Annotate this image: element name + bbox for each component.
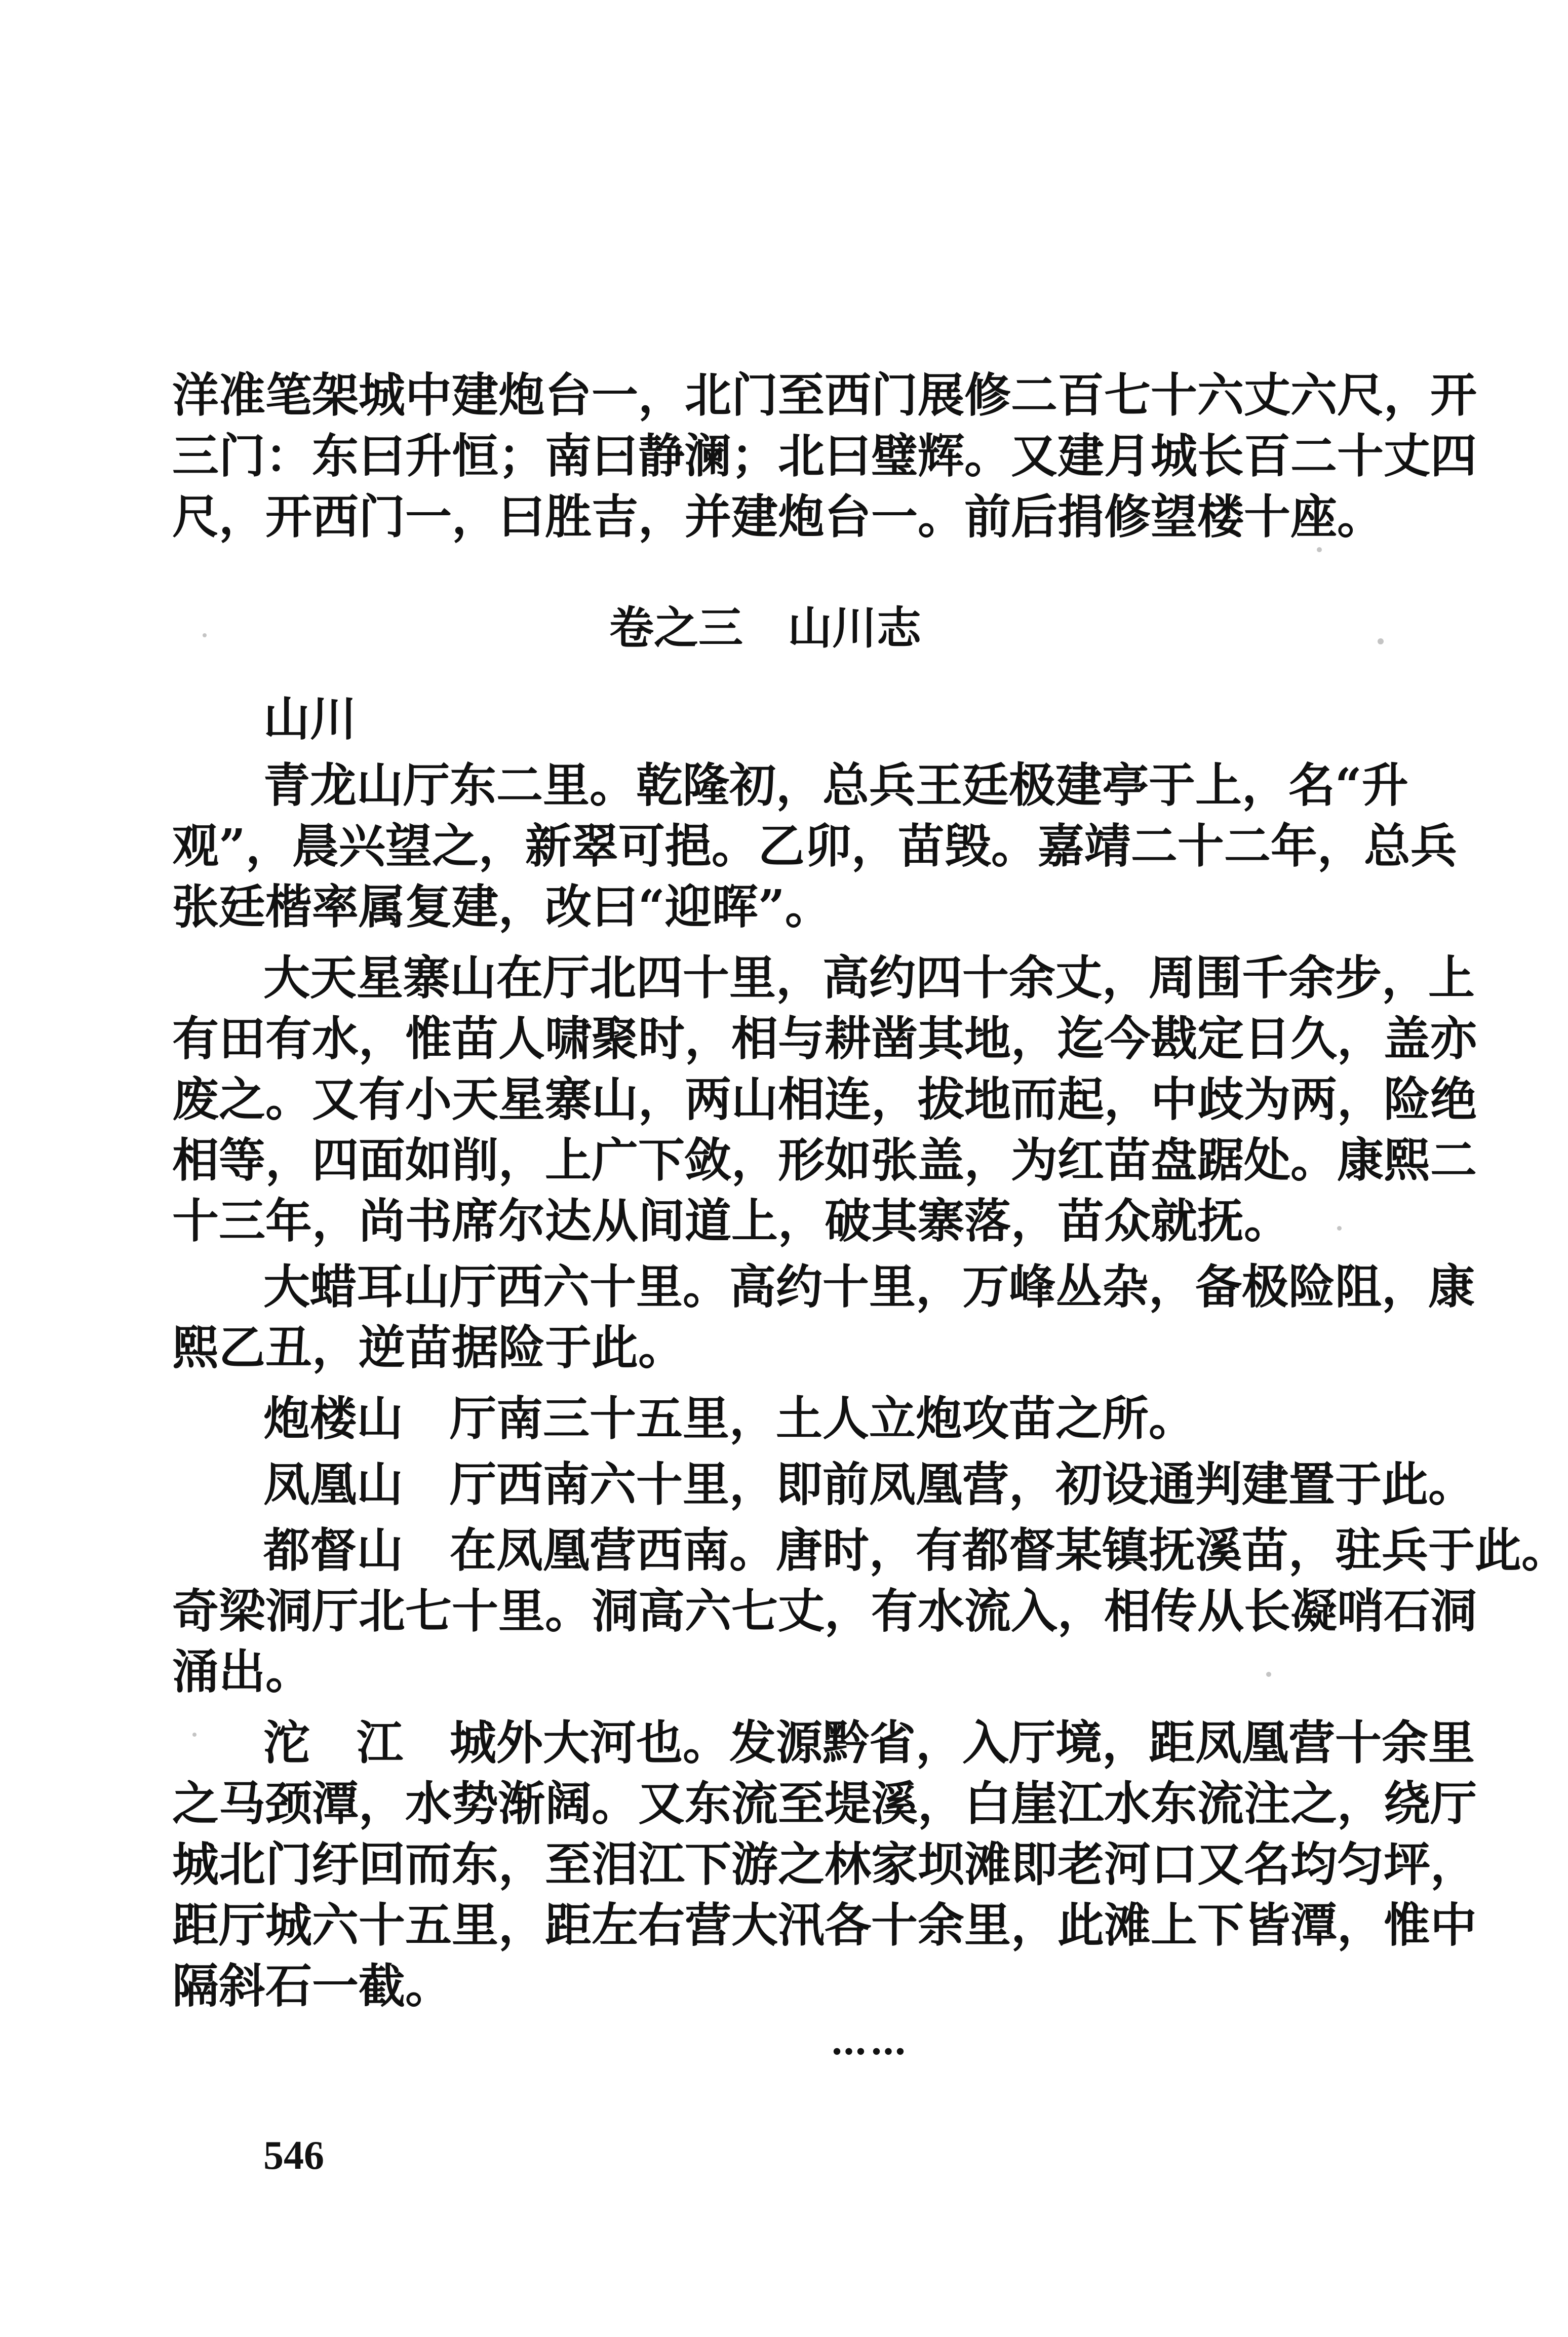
continuation-ellipsis: ……	[831, 2020, 910, 2063]
datianxing-line-5: 十三年，尚书席尔达从间道上，破其寨落，苗众就抚。	[172, 1194, 1291, 1248]
tuojiang-line-1: 沱 江 城外大河也。发源黔省，入厅境，距凤凰营十余里	[263, 1715, 1475, 1770]
intro-line-3: 尺，开西门一，曰胜吉，并建炮台一。前后捐修望楼十座。	[172, 489, 1384, 544]
scan-speck	[192, 1733, 197, 1737]
scan-speck	[1266, 1672, 1271, 1677]
datianxing-line-2: 有田有水，惟苗人啸聚时，相与耕凿其地，迄今戡定日久，盖亦	[172, 1011, 1477, 1066]
scan-speck	[1317, 547, 1322, 552]
section-heading: 山川	[263, 692, 357, 746]
datianxing-line-4: 相等，四面如削，上广下敛，形如张盖，为红苗盘踞处。康熙二	[172, 1133, 1477, 1187]
fenghuang-line-1: 凤凰山 厅西南六十里，即前凤凰营，初设通判建置于此。	[263, 1457, 1475, 1512]
paolou-line-1: 炮楼山 厅南三十五里，土人立炮攻苗之所。	[263, 1391, 1196, 1446]
intro-line-1: 洋准笔架城中建炮台一，北门至西门展修二百七十六丈六尺，开	[172, 368, 1477, 423]
qiliang-line-1: 奇梁洞厅北七十里。洞高六七丈，有水流入，相传从长凝哨石洞	[172, 1584, 1477, 1638]
scan-speck	[1378, 638, 1384, 644]
page-number: 546	[263, 2133, 324, 2178]
qinglong-line-3: 张廷楷率属复建，改曰“迎晖”。	[172, 879, 832, 934]
qinglong-line-2: 观”，晨兴望之，新翠可挹。乙卯，苗毁。嘉靖二十二年，总兵	[172, 819, 1457, 873]
tuojiang-line-5: 隔斜石一截。	[172, 1959, 452, 2013]
intro-line-2: 三门：东曰升恒；南曰静澜；北曰璧辉。又建月城长百二十丈四	[172, 429, 1477, 483]
dalaer-line-1: 大蜡耳山厅西六十里。高约十里，万峰丛杂，备极险阻，康	[263, 1259, 1475, 1314]
tuojiang-line-2: 之马颈潭，水势渐阔。又东流至堤溪，白崖江水东流注之，绕厅	[172, 1776, 1477, 1831]
qiliang-line-2: 涌出。	[172, 1644, 312, 1699]
tuojiang-line-3: 城北门纡回而东，至泪江下游之林家坝滩即老河口又名均匀坪，	[172, 1837, 1477, 1892]
scan-speck	[1337, 1226, 1342, 1231]
dalaer-line-2: 熙乙丑，逆苗据险于此。	[172, 1320, 685, 1375]
datianxing-line-1: 大天星寨山在厅北四十里，高约四十余丈，周围千余步，上	[263, 950, 1475, 1005]
scan-speck	[203, 633, 207, 637]
dudu-line-1: 都督山 在凤凰营西南。唐时，有都督某镇抚溪苗，驻兵于此。	[263, 1523, 1568, 1578]
datianxing-line-3: 废之。又有小天星寨山，两山相连，拔地而起，中歧为两，险绝	[172, 1072, 1477, 1127]
volume-title: 卷之三 山川志	[609, 602, 921, 654]
qinglong-line-1: 青龙山厅东二里。乾隆初，总兵王廷极建亭于上，名“升	[263, 758, 1408, 813]
tuojiang-line-4: 距厅城六十五里，距左右营大汛各十余里，此滩上下皆潭，惟中	[172, 1898, 1477, 1952]
